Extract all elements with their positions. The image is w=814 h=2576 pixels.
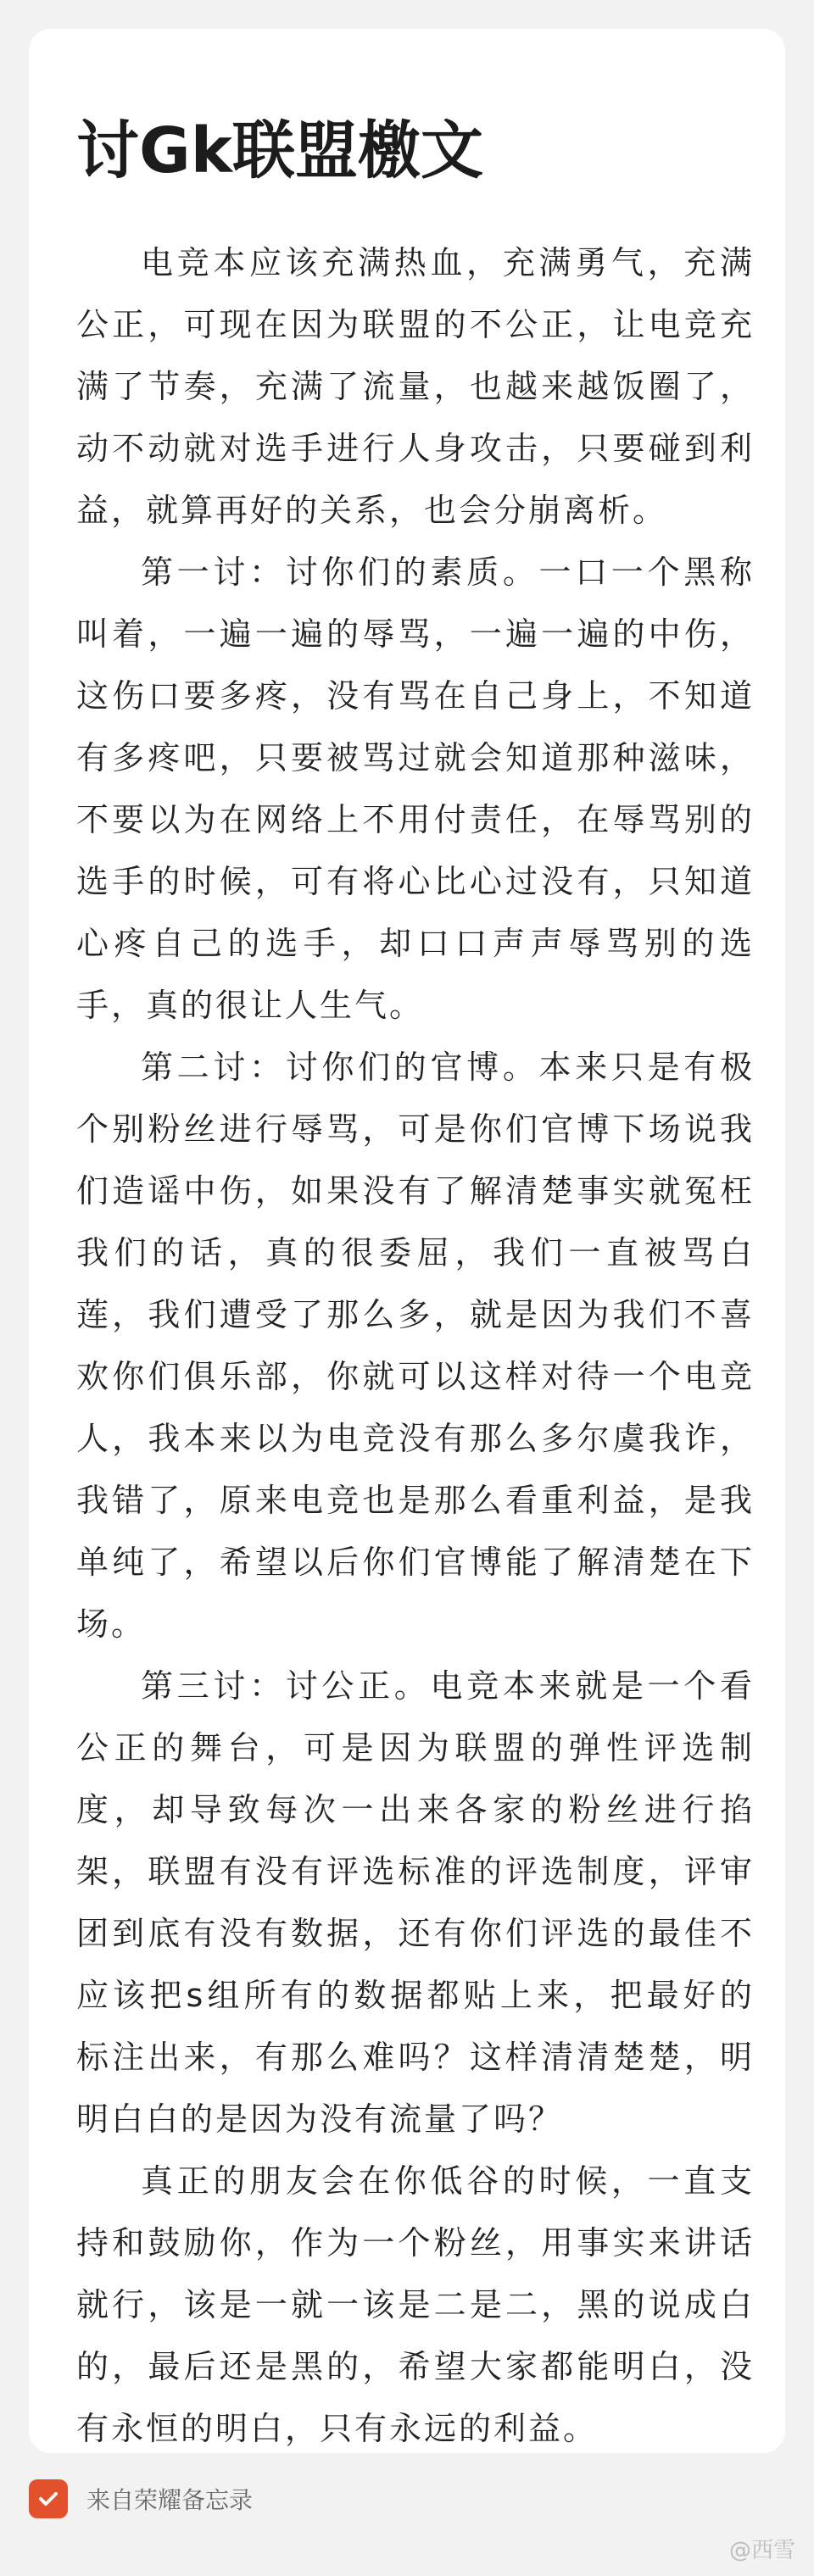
note-body: [76, 232, 755, 2460]
source-footer: [29, 2475, 253, 2523]
source-label: 来自荣耀备忘录: [86, 2486, 254, 2514]
note-paragraph: 第一讨：讨你们的素质。一口一个黑称叫着，一遍一遍的辱骂，一遍一遍的中伤，这伤口要多疼，没有骂在自己身上，不知道有多疼吧，只要被骂过就会知道那种滋味，不要以为在网络上不用付责任，在辱骂别的选手的时候，可有将心比心过没有，只知道心疼自己的选手，却口口声声辱骂别的选手，真的很让人生气。: [76, 554, 755, 1024]
note-paragraph: 真正的朋友会在你低谷的时候，一直支持和鼓励你，作为一个粉丝，用事实来讲话就行，该是一就一该是二是二，黑的说成白的，最后还是黑的，希望大家都能明白，没有永恒的明白，只有永远的利益。: [76, 2162, 755, 2447]
note-paragraph: 第三讨：讨公正。电竞本来就是一个看公正的舞台，可是因为联盟的弹性评选制度，却导致每次一出来各家的粉丝进行掐架，联盟有没有评选标准的评选制度，评审团到底有没有数据，还有你们评选的最佳不应该把s组所有的数据都贴上来，把最好的标注出来，有那么难吗？这样清清楚楚，明明白白的是因为没有流量了吗？: [76, 1667, 755, 2138]
watermark: @西雪: [728, 2538, 795, 2563]
note-paragraph: 电竞本应该充满热血，充满勇气，充满公正，可现在因为联盟的不公正，让电竞充满了节奏，充满了流量，也越来越饭圈了，动不动就对选手进行人身攻击，只要碰到利益，就算再好的关系，也会分崩离析。: [76, 244, 755, 529]
note-title: 讨Gk联盟檄文: [76, 114, 483, 187]
check-icon: [29, 2479, 68, 2518]
note-paragraph: 第二讨：讨你们的官博。本来只是有极个别粉丝进行辱骂，可是你们官博下场说我们造谣中伤，如果没有了解清楚事实就冤枉我们的话，真的很委屈，我们一直被骂白莲，我们遭受了那么多，就是因为我们不喜欢你们俱乐部，你就可以这样对待一个电竞人，我本来以为电竞没有那么多尔虞我诈，我错了，原来电竞也是那么看重利益，是我单纯了，希望以后你们官博能了解清楚在下场。: [76, 1049, 755, 1643]
memo-card: [29, 29, 785, 2453]
